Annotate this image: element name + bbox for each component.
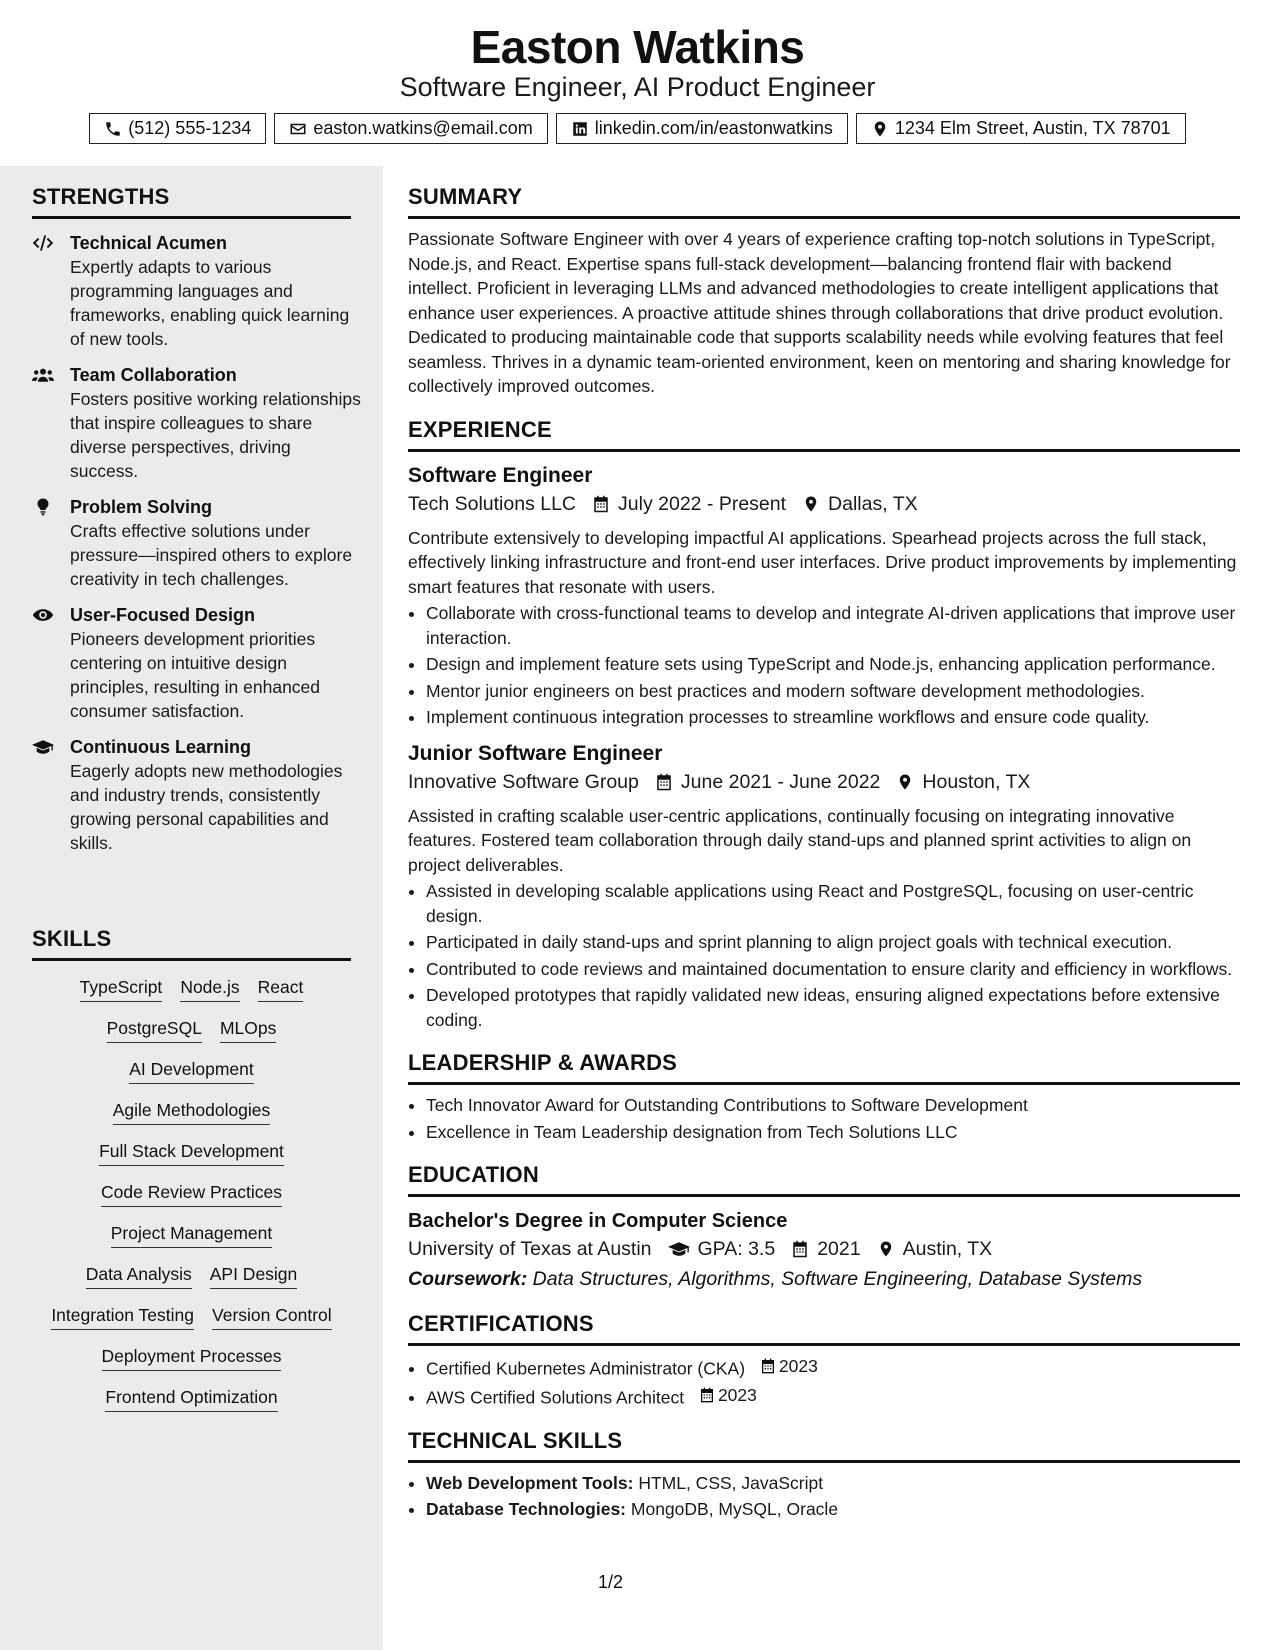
job-dates: June 2021 - June 2022 xyxy=(680,770,881,793)
award-item: • Excellence in Team Leadership designation from Tech Solutions LLC xyxy=(426,1120,1240,1145)
skill-tag: TypeScript xyxy=(80,976,163,1002)
summary-text: Passionate Software Engineer with over 4 years of experience crafting top-notch solutions in TypeScript, Node.js, and React. Expertise spans full-stack development—balancing frontend flair with backend intellect. Proficient in leveraging LLMs and advanced methodologies to create intelligent applications that enhance user experiences. A proactive attitude shines through collaborations that drive product evolution. Dedicated to producing maintainable code that supports scalability needs while evolving features that feel seamless. Thrives in a dynamic team-oriented environment, keen on mentoring and sharing knowledge for collectively improved outcomes. xyxy=(408,229,1231,396)
job-meta xyxy=(408,768,1240,796)
location-pin-icon xyxy=(802,495,820,513)
skill-row xyxy=(0,1386,383,1412)
calendar-icon xyxy=(791,1240,809,1258)
strength-item xyxy=(32,735,362,855)
education-section xyxy=(408,1162,1240,1293)
coursework xyxy=(408,1265,1240,1293)
skill-tag: MLOps xyxy=(220,1017,276,1043)
contact-linkedin xyxy=(556,113,848,144)
strength-title: User-Focused Design xyxy=(70,605,256,625)
education-meta xyxy=(408,1235,1240,1263)
technical-skill-value: MongoDB, MySQL, Oracle xyxy=(630,1499,839,1519)
users-icon xyxy=(32,366,54,384)
skill-tag: AI Development xyxy=(129,1058,254,1084)
technical-skills-title: TECHNICAL SKILLS xyxy=(408,1428,1240,1463)
job-company: Tech Solutions LLC xyxy=(408,492,577,515)
job-location: Dallas, TX xyxy=(828,492,918,515)
calendar-icon xyxy=(699,1387,715,1403)
school-location: Austin, TX xyxy=(902,1238,993,1260)
coursework-label: Coursework: xyxy=(408,1268,528,1290)
contact-linkedin-text: linkedin.com/in/eastonwatkins xyxy=(594,118,833,138)
skill-tag: Agile Methodologies xyxy=(113,1099,271,1125)
skill-tag: React xyxy=(258,976,304,1002)
skill-tag: Frontend Optimization xyxy=(105,1386,277,1412)
technical-skill-item xyxy=(426,1471,1240,1496)
main-content xyxy=(408,166,1240,1522)
candidate-name: Easton Watkins xyxy=(470,21,805,73)
skill-tag: Data Analysis xyxy=(86,1263,192,1289)
education-title: EDUCATION xyxy=(408,1162,1240,1197)
lightbulb-icon xyxy=(32,498,54,516)
strength-item xyxy=(32,603,362,723)
school-name: University of Texas at Austin xyxy=(408,1238,652,1260)
job-bullet: • Assisted in developing scalable applications using React and PostgreSQL, focusing on user-centric design. xyxy=(426,879,1240,928)
location-pin-icon xyxy=(871,120,889,138)
skills-section xyxy=(0,926,383,1412)
strengths-section xyxy=(0,184,383,855)
graduation-cap-icon xyxy=(668,1240,690,1258)
job-bullet: • Design and implement feature sets using TypeScript and Node.js, enhancing application performance. xyxy=(426,652,1240,677)
certifications-title: CERTIFICATIONS xyxy=(408,1311,1240,1346)
skill-row xyxy=(0,1263,383,1289)
strength-desc: Fosters positive working relationships that inspire colleagues to share diverse perspectives, driving success. xyxy=(70,389,361,481)
job-bullet: • Mentor junior engineers on best practices and modern software development methodologies. xyxy=(426,679,1240,704)
skill-tag: Deployment Processes xyxy=(102,1345,282,1371)
job-bullet: • Participated in daily stand-ups and sprint planning to align project goals with technical execution. xyxy=(426,930,1240,955)
experience-title: EXPERIENCE xyxy=(408,417,1240,452)
certifications-section xyxy=(408,1311,1240,1410)
technical-skills-list xyxy=(408,1471,1240,1522)
job-description: Contribute extensively to developing impactful AI applications. Spearhead projects across the full stack, effectively linking infrastructure and front-end user interfaces. Drive product improvements by implementing smart features that resonate with users. xyxy=(408,527,1237,597)
summary-title: SUMMARY xyxy=(408,184,1240,219)
sidebar xyxy=(0,166,383,1650)
job-location: Houston, TX xyxy=(922,770,1031,793)
strength-title: Team Collaboration xyxy=(70,365,237,385)
award-item: • Tech Innovator Award for Outstanding Contributions to Software Development xyxy=(426,1093,1240,1118)
summary-section xyxy=(408,184,1240,399)
strength-desc: Eagerly adopts new methodologies and industry trends, consistently growing personal capabilities and skills. xyxy=(70,761,343,853)
page-number: 1/2 xyxy=(598,1572,624,1592)
candidate-title: Software Engineer, AI Product Engineer xyxy=(399,72,876,102)
strength-desc: Pioneers development priorities centering on intuitive design principles, resulting in enhanced consumer satisfaction. xyxy=(70,629,321,721)
job-dates: July 2022 - Present xyxy=(618,492,787,515)
resume-header xyxy=(0,0,1275,166)
skills-title: SKILLS xyxy=(32,926,351,961)
certification-year: 2023 xyxy=(778,1356,818,1376)
strength-title: Continuous Learning xyxy=(70,737,251,757)
strength-item xyxy=(32,363,362,483)
certification-item xyxy=(426,1354,1240,1381)
location-pin-icon xyxy=(896,773,914,791)
leadership-title: LEADERSHIP & AWARDS xyxy=(408,1050,1240,1085)
location-pin-icon xyxy=(877,1240,895,1258)
skill-row xyxy=(0,1345,383,1371)
eye-icon xyxy=(32,606,54,624)
calendar-icon xyxy=(760,1358,776,1374)
calendar-icon xyxy=(592,495,610,513)
coursework-list: Data Structures, Algorithms, Software Engineering, Database Systems xyxy=(532,1268,1143,1290)
job-meta xyxy=(408,490,1240,518)
graduation-cap-icon xyxy=(32,738,54,756)
skill-tag: Node.js xyxy=(180,976,239,1002)
skill-tag: Code Review Practices xyxy=(101,1181,282,1207)
skill-tag: API Design xyxy=(210,1263,298,1289)
linkedin-icon xyxy=(571,120,589,138)
contact-bar xyxy=(0,113,1275,144)
job-entry xyxy=(408,740,1240,1033)
job-bullet: • Implement continuous integration processes to streamline workflows and ensure code quality. xyxy=(426,705,1240,730)
technical-skill-value: HTML, CSS, JavaScript xyxy=(638,1472,824,1493)
certification-name: AWS Certified Solutions Architect xyxy=(426,1387,685,1407)
technical-skills-section xyxy=(408,1428,1240,1522)
degree-title: Bachelor's Degree in Computer Science xyxy=(408,1210,788,1232)
skill-row xyxy=(0,1304,383,1330)
strength-title: Technical Acumen xyxy=(70,233,228,253)
certification-year: 2023 xyxy=(717,1384,757,1405)
job-bullet: • Collaborate with cross-functional teams to develop and integrate AI-driven applications that improve user interaction. xyxy=(426,601,1240,650)
skill-tag: Full Stack Development xyxy=(99,1140,284,1166)
job-entry xyxy=(408,462,1240,730)
skill-row xyxy=(0,976,383,1002)
skill-tag: Version Control xyxy=(212,1304,332,1330)
certification-name: Certified Kubernetes Administrator (CKA) xyxy=(426,1358,746,1379)
leadership-list xyxy=(408,1093,1240,1144)
skill-tag: Project Management xyxy=(111,1222,272,1248)
skill-row xyxy=(0,1058,383,1084)
job-bullets xyxy=(408,601,1240,730)
skill-tag: Integration Testing xyxy=(51,1304,194,1330)
skill-row xyxy=(0,1222,383,1248)
certification-item xyxy=(426,1383,1240,1410)
strength-desc: Crafts effective solutions under pressure—inspired others to explore creativity in tech challenges. xyxy=(70,521,353,589)
leadership-section xyxy=(408,1050,1240,1144)
skill-row xyxy=(0,1181,383,1207)
graduation-year: 2021 xyxy=(817,1238,861,1260)
job-description: Assisted in crafting scalable user-centric applications, continually focusing on integrating innovative features. Fostered team collaboration through daily stand-ups and planned sprint activities to align on project deliverables. xyxy=(408,805,1192,875)
technical-skill-item xyxy=(426,1497,1240,1522)
contact-email xyxy=(274,113,547,144)
contact-address xyxy=(856,113,1186,144)
skill-row xyxy=(0,1099,383,1125)
code-icon xyxy=(32,234,54,252)
phone-icon xyxy=(104,120,122,138)
job-title: Junior Software Engineer xyxy=(408,741,663,765)
experience-section xyxy=(408,417,1240,1033)
job-bullets xyxy=(408,879,1240,1032)
skill-tag: PostgreSQL xyxy=(107,1017,202,1043)
strength-title: Problem Solving xyxy=(70,497,213,517)
contact-phone xyxy=(89,113,266,144)
job-bullet: • Contributed to code reviews and maintained documentation to ensure clarity and efficiency in workflows. xyxy=(426,957,1240,982)
contact-phone-text: (512) 555-1234 xyxy=(128,118,252,138)
contact-address-text: 1234 Elm Street, Austin, TX 78701 xyxy=(894,118,1171,138)
strength-item xyxy=(32,231,362,351)
job-title: Software Engineer xyxy=(408,463,593,487)
strength-desc: Expertly adapts to various programming languages and frameworks, enabling quick learning of new tools. xyxy=(70,257,350,349)
calendar-icon xyxy=(655,773,673,791)
strength-item xyxy=(32,495,362,591)
certifications-list xyxy=(408,1354,1240,1410)
skill-row xyxy=(0,1140,383,1166)
job-bullet: • Developed prototypes that rapidly validated new ideas, ensuring aligned expectations before extensive coding. xyxy=(426,983,1240,1032)
technical-skill-label: Database Technologies: xyxy=(426,1499,627,1519)
strengths-title: STRENGTHS xyxy=(32,184,351,219)
envelope-icon xyxy=(289,120,307,138)
technical-skill-label: Web Development Tools: xyxy=(426,1472,634,1493)
job-company: Innovative Software Group xyxy=(408,770,639,793)
gpa: GPA: 3.5 xyxy=(697,1238,776,1260)
contact-email-text: easton.watkins@email.com xyxy=(313,118,533,138)
skill-row xyxy=(0,1017,383,1043)
